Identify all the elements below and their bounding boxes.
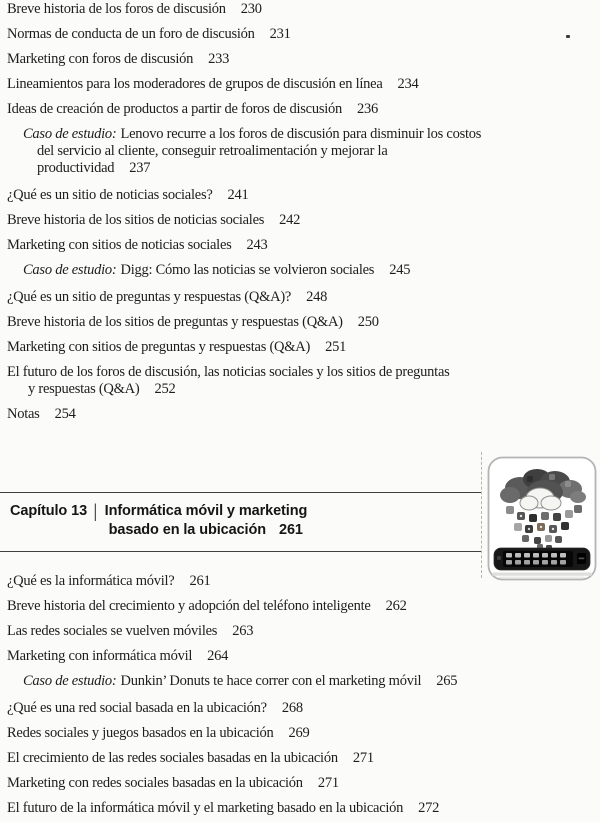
toc-entry-text: Notas [7,406,40,422]
toc-entry [7,237,598,254]
chapter-page-number: 261 [278,522,303,538]
chapter-title-line2-text: basado en la ubicación [108,522,266,538]
toc-entry [7,598,598,615]
scan-speck-mark [566,35,570,38]
toc-page-number: 243 [246,237,268,253]
toc-entry [7,775,598,792]
toc-line [28,381,598,398]
toc-line [7,598,598,615]
chapter-title-line2 [105,521,308,540]
toc-entry-text: Breve historia del crecimiento y adopción del teléfono inteligente [7,598,371,614]
toc-entry [7,1,598,18]
toc-entry [7,101,598,118]
toc-page-number: 250 [357,314,379,330]
toc-entry-text: ¿Qué es un sitio de preguntas y respuestas (Q&A)? [7,289,292,305]
chapter-title-line1: Informática móvil y marketing [104,503,308,519]
toc-page-number: 245 [389,262,411,278]
toc-entry [7,289,598,306]
toc-line [23,673,598,690]
toc-entry-text: El futuro de los foros de discusión, las noticias sociales y los sitios de preguntas [7,364,450,380]
toc-page-number: 271 [352,750,374,766]
toc-line [7,750,598,767]
toc-entry-text: productividad [37,160,115,176]
toc-line [37,143,598,160]
toc-page-number: 230 [240,1,262,17]
toc-page-number: 264 [207,648,229,664]
case-study-prefix: Caso de estudio: [23,673,117,689]
toc-line [7,364,598,381]
chapter-figure [487,456,597,582]
toc-entry-text: ¿Qué es una red social basada en la ubicación? [7,700,267,716]
toc-entry-text: El futuro de la informática móvil y el marketing basado en la ubicación [7,800,404,816]
toc-entry [7,648,598,665]
toc-entry-text: ¿Qué es un sitio de noticias sociales? [7,187,213,203]
toc-line [23,126,598,143]
chapter-number-label: Capítulo 13 [10,503,88,519]
toc-entry-text: ¿Qué es la informática móvil? [7,573,175,589]
toc-line [7,623,598,640]
toc-entry-text: Marketing con redes sociales basadas en la ubicación [7,775,303,791]
toc-page-number: 234 [397,76,419,92]
toc-line [7,700,598,717]
toc-entry [7,262,598,279]
toc-page-number: 269 [288,725,310,741]
toc-entry-text: Marketing con informática móvil [7,648,193,664]
toc-entry [7,76,598,93]
toc-entry-text: El crecimiento de las redes sociales basadas en la ubicación [7,750,338,766]
toc-line [7,1,598,18]
toc-entry-text: Marketing con foros de discusión [7,51,194,67]
toc-entry-text: Breve historia de los sitios de preguntas y respuestas (Q&A) [7,314,343,330]
toc-page-number: 251 [325,339,347,355]
toc-entry-text: Dunkin’ Donuts te hace correr con el marketing móvil [120,673,422,689]
toc-page-number: 231 [269,26,291,42]
toc-page-number: 261 [189,573,211,589]
toc-line [7,800,598,817]
toc-line [7,187,598,204]
toc-line [7,76,598,93]
toc-page-number: 248 [306,289,328,305]
toc-entry [7,750,598,767]
toc-line [7,51,598,68]
toc-page-number: 265 [436,673,458,689]
phone-shadow [492,573,592,576]
toc-page-number: 271 [317,775,339,791]
toc-entry [7,623,598,640]
toc-entry [7,700,598,717]
chapter-heading-box [0,492,481,552]
toc-entry-text: Las redes sociales se vuelven móviles [7,623,218,639]
toc-line [7,339,598,356]
toc-entry-text: Breve historia de los foros de discusión [7,1,226,17]
toc-entry-text: del servicio al cliente, conseguir retroalimentación y mejorar la [37,143,388,159]
toc-line [7,101,598,118]
toc-line [7,648,598,665]
toc-line [7,26,598,43]
case-study-prefix: Caso de estudio: [23,126,117,142]
toc-entry-text: Redes sociales y juegos basados en la ubicación [7,725,274,741]
toc-entry [7,126,598,177]
toc-page-number: 252 [154,381,176,397]
chapter-title [105,502,308,540]
toc-entry-text: y respuestas (Q&A) [28,381,140,397]
toc-line [7,725,598,742]
toc-entry [7,212,598,229]
toc-line [23,262,598,279]
scan-crease-line [481,452,482,578]
toc-line [7,212,598,229]
toc-page-number: 254 [54,406,76,422]
toc-page-number: 241 [227,187,249,203]
toc-page-number: 242 [279,212,301,228]
toc-page-number: 272 [418,800,440,816]
toc-entry-text: Marketing con sitios de noticias sociales [7,237,232,253]
toc-list-chapter13 [7,573,598,822]
toc-entry-text: Marketing con sitios de preguntas y respuestas (Q&A) [7,339,311,355]
toc-page-number: 262 [385,598,407,614]
toc-entry [7,725,598,742]
toc-entry-text: Ideas de creación de productos a partir de foros de discusión [7,101,343,117]
toc-entry-text: Digg: Cómo las noticias se volvieron sociales [120,262,375,278]
toc-page-number: 268 [281,700,303,716]
toc-entry [7,800,598,817]
toc-entry [7,314,598,331]
toc-entry [7,51,598,68]
toc-line [7,406,598,423]
toc-line [7,314,598,331]
toc-page-number: 263 [232,623,254,639]
toc-entry [7,364,598,398]
toc-page-number: 237 [129,160,151,176]
toc-list-chapter12 [7,1,598,431]
toc-line [7,289,598,306]
toc-line [37,160,598,177]
toc-entry-text: Normas de conducta de un foro de discusión [7,26,255,42]
smartphone-illustration [492,548,592,578]
toc-entry [7,339,598,356]
toc-entry [7,406,598,423]
toc-entry-text: Lineamientos para los moderadores de grupos de discusión en línea [7,76,383,92]
toc-entry [7,673,598,690]
toc-line [7,237,598,254]
toc-page-number: 233 [208,51,230,67]
toc-entry [7,187,598,204]
chapter-separator-bar: | [93,501,98,521]
toc-line [7,775,598,792]
case-study-prefix: Caso de estudio: [23,262,117,278]
chapter-heading-row [0,502,481,540]
toc-entry [7,26,598,43]
toc-entry-text: Lenovo recurre a los foros de discusión para disminuir los costos [120,126,482,142]
toc-page-number: 236 [357,101,379,117]
toc-entry-text: Breve historia de los sitios de noticias sociales [7,212,265,228]
